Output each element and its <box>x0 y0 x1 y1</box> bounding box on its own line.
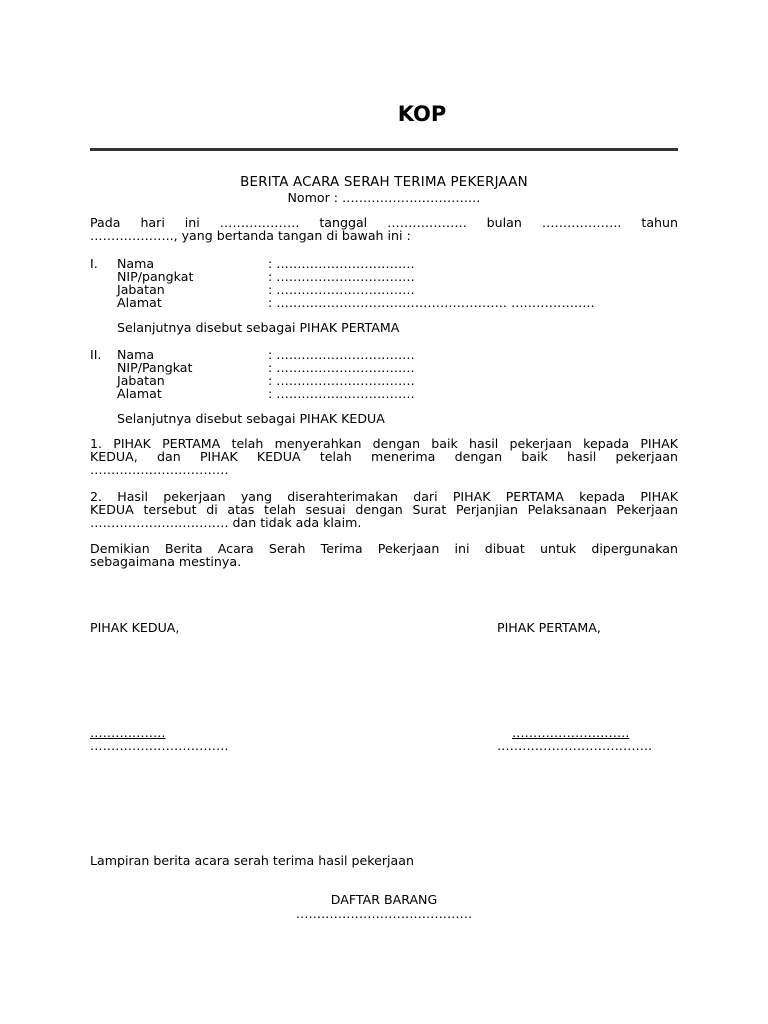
party-1-note: Selanjutnya disebut sebagai PIHAK PERTAMA <box>117 320 400 335</box>
closing-line-2: sebagaimana mestinya. <box>90 554 242 570</box>
closing-paragraph <box>90 542 678 568</box>
document-number: Nomor : …………………………… <box>287 190 481 205</box>
party-2-nip-value: : …………………………… <box>268 360 415 375</box>
party-2-note: Selanjutnya disebut sebagai PIHAK KEDUA <box>117 411 385 426</box>
party-1-alamat-value: : ………………………………………………. ……………….. <box>268 295 595 310</box>
party-2-jabatan-value: : …………………………… <box>268 373 415 388</box>
signature-right-name: ………………………. <box>512 725 630 740</box>
attachment-heading: DAFTAR BARANG <box>330 892 438 907</box>
opening-line-2: ……………….., yang bertanda tangan di bawah ini : <box>90 228 411 244</box>
signature-right-title: PIHAK PERTAMA, <box>497 620 601 635</box>
party-2-alamat-value: : …………………………… <box>268 386 415 401</box>
opening-line-1: Pada hari ini ………………. tanggal ………………. bulan ………………. tahun <box>90 215 678 230</box>
party-2-number: II. <box>90 347 102 362</box>
party-1-nip-label: NIP/pangkat <box>117 269 194 284</box>
party-1-alamat-label: Alamat <box>117 295 162 310</box>
document-title: BERITA ACARA SERAH TERIMA PEKERJAAN <box>240 175 528 190</box>
signature-left-name: ……………… <box>90 725 166 740</box>
letterhead-kop: KOP <box>397 102 447 126</box>
signature-right-nip: ………………………………. <box>497 738 653 753</box>
clause-2-line-2: KEDUA tersebut di atas telah sesuai dengan Surat Perjanjian Pelaksanaan Pekerjaan <box>90 502 678 518</box>
party-2-jabatan-label: Jabatan <box>117 373 165 388</box>
party-2-nip-label: NIP/Pangkat <box>117 360 193 375</box>
opening-paragraph <box>90 216 678 242</box>
party-1-name-value: : …………………………… <box>268 256 415 271</box>
party-2-name-label: Nama <box>117 347 155 362</box>
letterhead-rule <box>90 148 678 151</box>
closing-line-1: Demikian Berita Acara Serah Terima Pekerjaan ini dibuat untuk dipergunakan <box>90 541 678 556</box>
attachment-intro: Lampiran berita acara serah terima hasil pekerjaan <box>90 853 414 868</box>
party-1-number: I. <box>90 256 98 271</box>
party-2-name-value: : …………………………… <box>268 347 415 362</box>
party-1-name-label: Nama <box>117 256 155 271</box>
clause-1-line-2: KEDUA, dan PIHAK KEDUA telah menerima dengan baik hasil pekerjaan <box>90 449 678 465</box>
clause-1-line-3: …………………………… <box>90 462 229 478</box>
clause-2-line-3: …………………………… dan tidak ada klaim. <box>90 515 362 531</box>
clause-1 <box>90 437 678 477</box>
attachment-dots: …………………………………… <box>295 906 473 921</box>
party-2-alamat-label: Alamat <box>117 386 162 401</box>
signature-left-nip: …………………………… <box>90 738 229 753</box>
signature-left-title: PIHAK KEDUA, <box>90 620 180 635</box>
clause-2 <box>90 490 678 530</box>
party-1-jabatan-value: : …………………………… <box>268 282 415 297</box>
party-1-nip-value: : …………………………… <box>268 269 415 284</box>
party-1-jabatan-label: Jabatan <box>117 282 165 297</box>
clause-1-line-1: 1. PIHAK PERTAMA telah menyerahkan dengan baik hasil pekerjaan kepada PIHAK <box>90 436 678 451</box>
clause-2-line-1: 2. Hasil pekerjaan yang diserahterimakan dari PIHAK PERTAMA kepada PIHAK <box>90 489 678 504</box>
